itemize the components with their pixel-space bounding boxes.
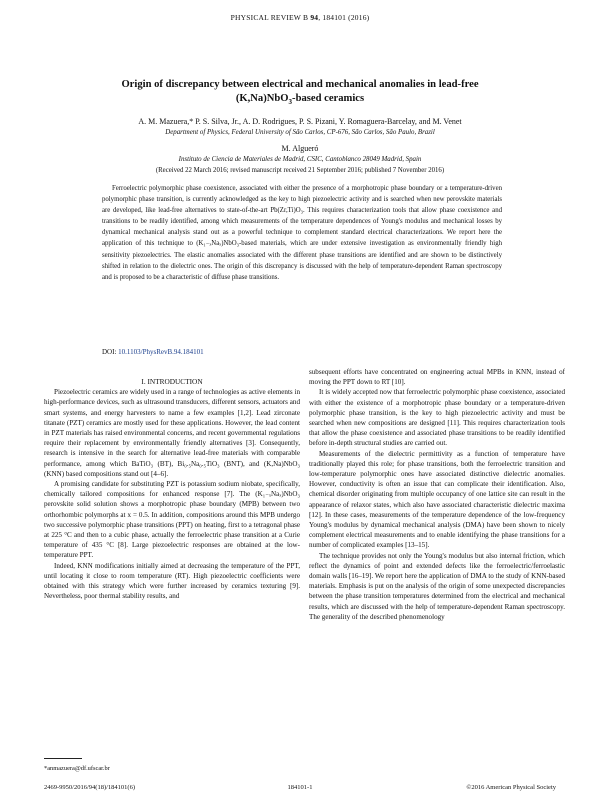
title-line-1: Origin of discrepancy between electrical and mechanical anomalies in lead-free — [121, 79, 479, 90]
journal-page-year: , 184101 (2016) — [318, 13, 370, 22]
author-list: A. M. Mazuera,* P. S. Silva, Jr., A. D. Rodrigues, P. S. Pizani, Y. Romaguera-Barcelay, and M. Venet — [138, 117, 462, 126]
running-header — [0, 13, 600, 22]
affiliation-1: Department of Physics, Federal University of São Carlos, CP-676, São Carlos, São Paulo, Brazil — [165, 129, 435, 136]
doi-line — [102, 348, 204, 356]
column-right — [309, 367, 565, 622]
journal-name: PHYSICAL REVIEW B — [230, 13, 309, 22]
doi-label: DOI: — [102, 348, 117, 356]
title-formula: (K,Na)NbO — [235, 93, 289, 104]
affiliation-2: Instituto de Ciencia de Materiales de Madrid, CSIC, Cantoblanco 28049 Madrid, Spain — [178, 156, 422, 163]
title-subscript: 3 — [288, 98, 293, 107]
author-list-2: M. Algueró — [281, 144, 319, 153]
column-left — [44, 377, 300, 601]
footer-copyright: ©2016 American Physical Society — [466, 784, 556, 791]
footnote-email: *anmazuera@df.ufscar.br — [44, 765, 110, 772]
paragraph: A promising candidate for substituting PZT is potassium sodium niobate, specifically, chemically tailored compositions for enhanced response [7]. The (K₁₋ₓNaₓ)NbO₃ perovskite solid solution shows a morphotropic phase boundary (MPB) between two orthorhombic polymorphs at x = 0.5. In addition, compositions around this MPB undergo two successive polymorphic phase transitions (PPT) on heating, first to a tetragonal phase at 225 °C and then to a cubic phase, actually the ferroelectric phase transition at a Curie temperature of 435 °C [8]. Large piezoelectric responses are obtained at the low-temperature PPT. — [44, 480, 300, 560]
doi-link[interactable]: 10.1103/PhysRevB.94.184101 — [118, 348, 204, 356]
paragraph: subsequent efforts have concentrated on engineering actual MPBs in KNN, instead of moving the PPT down to RT [10]. — [309, 368, 565, 387]
paragraph: It is widely accepted now that ferroelectric polymorphic phase coexistence, associated with either the existence of a morphotropic phase boundary or a temperature-driven polymorphic phase transition, is the key to high piezoelectric activity and must be searched when new compositions are designed [11]. This requires characterization tools that allow the phase coexistence and associated phase transitions to be readily identified before in-depth structural studies are carried out. — [309, 388, 565, 448]
paragraph: Measurements of the dielectric permittivity as a function of temperature have traditionally played this role; for phase transitions, both the ferroelectric transition and low-temperature polymorphic ones have associated distinctive dielectric anomalies. However, conductivity is often an issue that can complicate their identification. Also, chemical disorder originating from multiple occupancy of one lattice site can result in the appearance of relaxor states, which also have associated characteristic dielectric maxima [12]. In these cases, measurements of the temperature dependence of the low-frequency Young's modulus by dynamical mechanical analysis (DMA) have been shown to nicely complement electrical measurements and to enable identifying the phase transitions for a number of complicated examples [13–15]. — [309, 449, 565, 550]
footer-page-number: 184101-1 — [287, 784, 313, 791]
paper-title — [60, 78, 540, 109]
abstract: Ferroelectric polymorphic phase coexistence, associated with either the presence of a morphotropic phase boundary or a temperature-driven polymorphic phase transition, is currently acknowledged as the key to high piezoelectric activity and is searched when new perovskite materials are developed, like lead-free alternatives to state-of-the-art Pb(Zr,Ti)O₃. This requires characterization tools that allow phase coexistence and transitions to be readily identified, among which measurements of the temperature dependences of Young's modulus and mechanical losses by dynamical mechanical analysis stand out as a powerful technique to complement standard electrical characterizations. We report here the application of this technique to (K₁₋ₓNaₓ)NbO₃-based materials, which are under extensive investigation as environmentally friendly high sensitivity piezoelectrics. The elastic anomalies associated with the different phase transitions are identified and are shown to be distinctively shifted in relation to the dielectric ones. The origin of this discrepancy is discussed with the help of temperature-dependent Raman spectroscopy and is proposed to be a characteristic of diffuse phase transitions. — [102, 185, 502, 281]
paragraph: Indeed, KNN modifications initially aimed at decreasing the temperature of the PPT, until locating it close to room temperature (RT). High piezoelectric coefficients were obtained with this strategy which were further increased by ceramics texturing [9]. Nevertheless, poor thermal stability results, and — [44, 561, 300, 601]
footer-issn: 2469-9950/2016/94(18)/184101(6) — [44, 784, 135, 791]
title-suffix: -based ceramics — [292, 93, 365, 104]
paragraph: Piezoelectric ceramics are widely used in a range of technologies as active elements in high-performance devices, such as ultrasound transducers, different sensors, actuators and smart systems, and energy harvesters to name a few examples [1,2]. Lead zirconate titanate (PZT) ceramics are mostly used for these applications. However, the lead content in PZT materials has raised environmental concerns, and recent governmental regulations require their replacement by environmentally friendly alternatives [3]. Consequently, research is intensive in the search for alternative lead-free materials with comparable performance, among which BaTiO₃ (BT), Bi₀.₅Na₀.₅TiO₃ (BNT), and (K,Na)NbO₃ (KNN) based compositions stand out [4–6]. — [44, 388, 300, 478]
footnote-divider — [44, 758, 82, 759]
journal-volume: 94 — [310, 13, 319, 22]
paragraph: The technique provides not only the Young's modulus but also internal friction, which reflect the dynamics of point and extended defects like the ferroelectric/ferroelastic domain walls [16–19]. We report here the application of DMA to the study of KNN-based materials. Emphasis is put on the analysis of the origin of some unexpected discrepancies between the phase transition temperatures determined from the electrical and mechanical results, which are discussed with the help of temperature-dependent Raman spectroscopy. The generality of the described phenomenology — [309, 551, 565, 621]
title-line-2 — [60, 92, 540, 109]
section-heading: I. INTRODUCTION — [141, 377, 203, 386]
publication-dates: (Received 22 March 2016; revised manuscript received 21 September 2016; published 7 November 2016) — [155, 167, 445, 174]
